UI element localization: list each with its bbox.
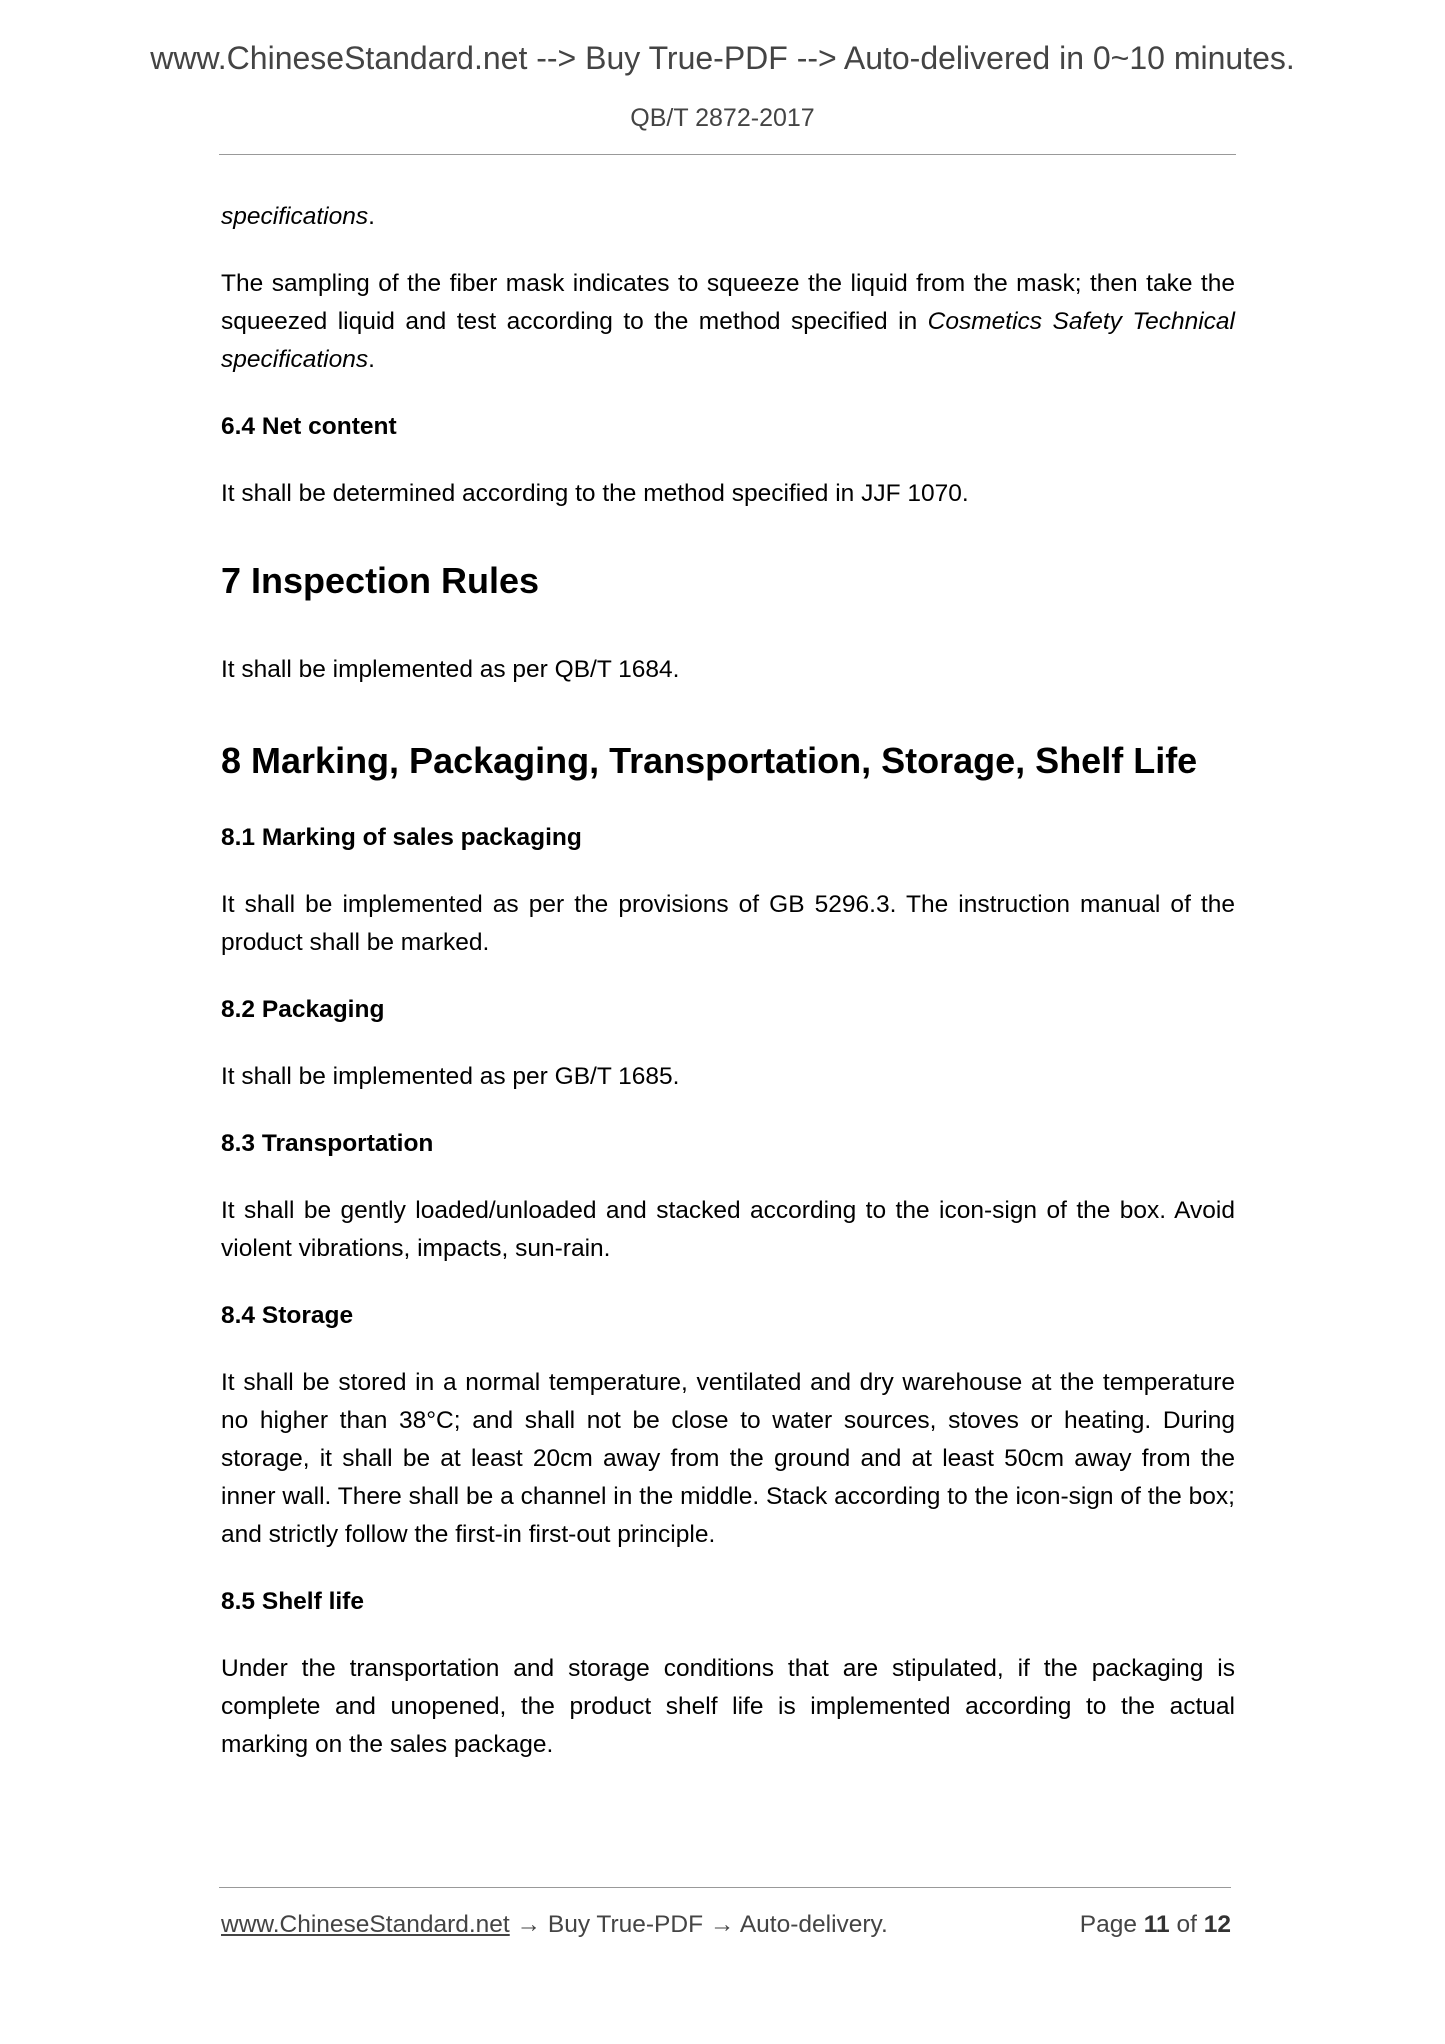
section-8-4-title: 8.4 Storage xyxy=(221,1302,354,1329)
paragraph-text: The sampling of the fiber mask indicates to squeeze the liquid from the mask; then take the squeezed liquid and test according to the method specified in xyxy=(221,270,1235,335)
page-footer xyxy=(221,1911,1231,1939)
total-pages: 12 xyxy=(1203,1911,1231,1938)
italic-reference: Cosmetics Safety Technical specifications xyxy=(221,308,1235,373)
section-7-text: It shall be implemented as per QB/T 1684. xyxy=(221,656,680,683)
section-8-3-text: It shall be gently loaded/unloaded and stacked according to the icon-sign of the box. Avoid violent vibrations, impacts, sun-rain. xyxy=(221,1197,1235,1262)
punctuation: . xyxy=(368,203,375,230)
section-8-2-text: It shall be implemented as per GB/T 1685. xyxy=(221,1063,680,1090)
paragraph-sampling xyxy=(221,265,1235,379)
footer-divider xyxy=(219,1887,1231,1888)
punctuation: . xyxy=(368,346,375,373)
footer-tagline: → Buy True-PDF → Auto-delivery. xyxy=(509,1911,888,1938)
page-label: Page xyxy=(1079,1911,1137,1938)
section-8-title: 8 Marking, Packaging, Transportation, Storage, Shelf Life xyxy=(221,740,1198,781)
section-8-5-text: Under the transportation and storage conditions that are stipulated, if the packaging is complete and unopened, the product shelf life is implemented according to the actual marking on the sales package. xyxy=(221,1655,1235,1758)
header-banner: www.ChineseStandard.net --> Buy True-PDF --> Auto-delivered in 0~10 minutes. xyxy=(150,40,1295,76)
section-8-1-title: 8.1 Marking of sales packaging xyxy=(221,824,582,851)
section-8-1-text: It shall be implemented as per the provisions of GB 5296.3. The instruction manual of the product shall be marked. xyxy=(221,891,1235,956)
italic-text: specifications xyxy=(221,203,369,230)
footer-website-link[interactable]: www.ChineseStandard.net xyxy=(221,1911,510,1938)
section-8-3-title: 8.3 Transportation xyxy=(221,1130,434,1157)
page-content xyxy=(221,198,1235,1764)
section-6-4-title: 6.4 Net content xyxy=(221,413,397,440)
paragraph-continuation xyxy=(221,198,1235,236)
of-label: of xyxy=(1176,1911,1197,1938)
page-number xyxy=(1080,1911,1231,1939)
section-6-4-text: It shall be determined according to the method specified in JJF 1070. xyxy=(221,480,969,507)
section-8-5-title: 8.5 Shelf life xyxy=(221,1588,364,1615)
document-id: QB/T 2872-2017 xyxy=(630,104,815,132)
section-8-2-title: 8.2 Packaging xyxy=(221,996,385,1023)
section-8-4-text: It shall be stored in a normal temperature, ventilated and dry warehouse at the temperature no higher than 38°C; and shall not be close to water sources, stoves or heating. During storage, it shall be at least 20cm away from the ground and at least 50cm away from the inner wall. There shall be a channel in the middle. Stack according to the icon-sign of the box; and strictly follow the first-in first-out principle. xyxy=(221,1369,1235,1548)
current-page: 11 xyxy=(1143,1911,1170,1938)
section-7-title: 7 Inspection Rules xyxy=(221,560,540,601)
header-divider xyxy=(219,154,1236,155)
